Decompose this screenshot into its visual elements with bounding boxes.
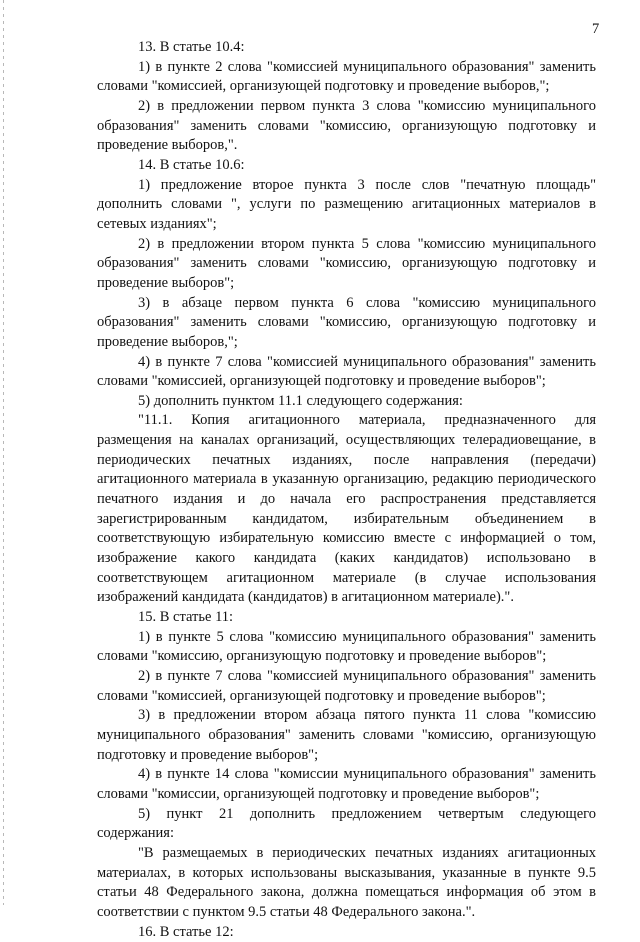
section-heading-13: 13. В статье 10.4: (138, 39, 245, 55)
paragraph-14-2: 2) в предложении втором пункта 5 слова "комиссию муниципального образования" заменить словами "комиссию, организующую подготовку и проведение выборов"; (97, 235, 596, 291)
paragraph-15-5: 5) пункт 21 дополнить предложением четвертым следующего содержания: (97, 805, 596, 842)
paragraph-13-2: 2) в предложении первом пункта 3 слова "комиссию муниципального образования" заменить словами "комиссию, организующую подготовку и проведение выборов,". (97, 97, 596, 154)
scan-edge-artifact (3, 0, 4, 905)
paragraph-14-4: 4) в пункте 7 слова "комиссией муниципального образования" заменить словами "комиссией, организующей подготовку и проведение выборов"; (97, 353, 596, 390)
paragraph-14-5: 5) дополнить пунктом 11.1 следующего содержания: (138, 392, 463, 409)
document-body (97, 38, 596, 942)
section-heading-16: 16. В статье 12: (138, 923, 234, 940)
quoted-sentence-point-21: "В размещаемых в периодических печатных изданиях агитационных материалах, в которых использованы высказывания, указанные в пункте 9.5 статьи 48 Федерального закона, должна помещаться информация об этом в соответствии с пунктом 9.5 статьи 48 Федерального закона.". (97, 844, 596, 920)
paragraph-15-4: 4) в пункте 14 слова "комиссии муниципального образования" заменить словами "комиссии, организующей подготовку и проведение выборов"; (97, 766, 596, 802)
page-number: 7 (592, 21, 600, 37)
section-heading-14: 14. В статье 10.6: (138, 156, 245, 173)
section-heading-15: 15. В статье 11: (138, 609, 234, 626)
quoted-point-11-1: "11.1. Копия агитационного материала, предназначенного для размещения на каналах организаций, осуществляющих телерадиовещание, в периодических печатных изданиях, после направления (передачи) агитационного материала в указанную организацию, редакцию периодического печатного издания и до начала его распространения представляется зарегистрированным кандидатом, избирательным объединением в соответствующую избирательную комиссию вместе с информацией о том, изображение какого кандидата (каких кандидатов) использовано в соответствующем агитационном материале (в случае использования изображений кандидата (кандидатов) в агитационном материале).". (97, 412, 596, 606)
paragraph-15-3: 3) в предложении втором абзаца пятого пункта 11 слова "комиссию муниципального образования" заменить словами "комиссию, организующую подготовку и проведение выборов"; (97, 707, 596, 763)
paragraph-15-2: 2) в пункте 7 слова "комиссией муниципального образования" заменить словами "комиссией, организующей подготовку и проведение выборов"; (97, 668, 596, 704)
paragraph-15-1: 1) в пункте 5 слова "комиссию муниципального образования" заменить словами "комиссию, организующую подготовку и проведение выборов"; (97, 628, 596, 665)
paragraph-14-1: 1) предложение второе пункта 3 после слов "печатную площадь" дополнить словами ", услуги по размещению агитационных материалов в сетевых изданиях"; (97, 176, 596, 232)
paragraph-14-3: 3) в абзаце первом пункта 6 слова "комиссию муниципального образования" заменить словами "комиссию, организующую подготовку и проведение выборов,"; (97, 294, 596, 350)
paragraph-13-1: 1) в пункте 2 слова "комиссией муниципального образования" заменить словами "комиссией, организующей подготовку и проведение выборов,"; (97, 58, 596, 95)
